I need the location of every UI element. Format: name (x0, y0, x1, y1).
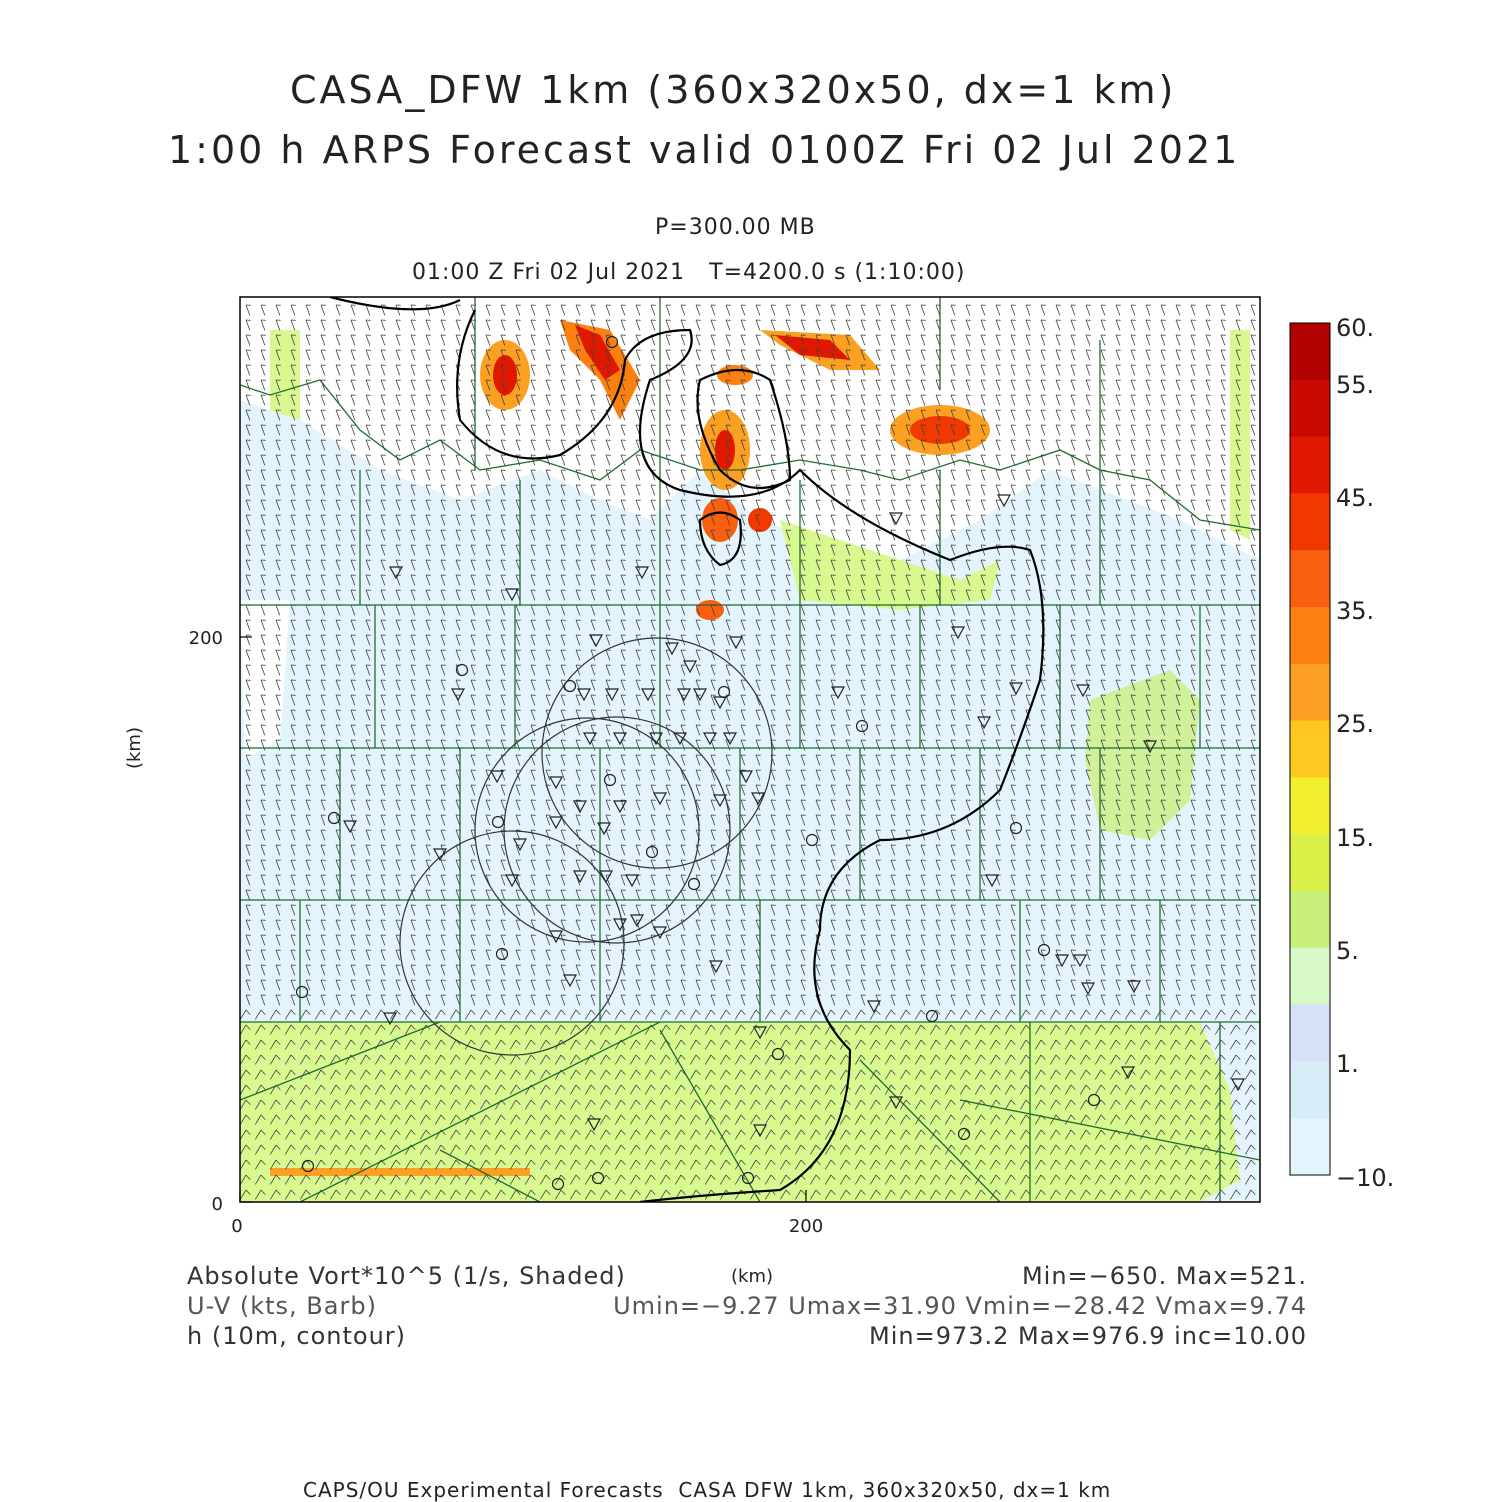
y-axis-label: (km) (124, 726, 145, 770)
colorbar-label: −10. (1336, 1164, 1395, 1192)
title-line-2: 1:00 h ARPS Forecast valid 0100Z Fri 02 Jul 2021 (168, 128, 1241, 172)
legend-field-barb: U-V (kts, Barb) (187, 1292, 377, 1320)
y-tick-0: 0 (211, 1194, 223, 1215)
contour-min-max: Min=973.2 Max=976.9 inc=10.00 (869, 1322, 1307, 1350)
colorbar-swatch (1290, 777, 1330, 834)
colorbar-swatch (1290, 891, 1330, 948)
colorbar-swatch (1290, 380, 1330, 437)
shaded-min-max: Min=−650. Max=521. (1021, 1262, 1307, 1290)
colorbar-swatch (1290, 721, 1330, 778)
colorbar-swatch (1290, 607, 1330, 664)
pressure-level: P=300.00 MB (655, 215, 816, 240)
colorbar-swatch (1290, 664, 1330, 721)
plot-area (240, 297, 1260, 1202)
colorbar-labels (1336, 314, 1394, 1192)
colorbar (1290, 323, 1330, 1176)
colorbar-swatch (1290, 1005, 1330, 1062)
colorbar-swatch (1290, 550, 1330, 607)
colorbar-label: 5. (1336, 937, 1359, 965)
colorbar-swatch (1290, 1118, 1330, 1175)
legend-field-shaded: Absolute Vort*10^5 (1/s, Shaded) (187, 1262, 626, 1290)
colorbar-swatch (1290, 323, 1330, 380)
x-axis-label: (km) (731, 1266, 774, 1287)
colorbar-swatch (1290, 437, 1330, 494)
colorbar-label: 60. (1336, 314, 1375, 342)
colorbar-label: 15. (1336, 824, 1375, 852)
colorbar-label: 35. (1336, 597, 1375, 625)
x-tick-200: 200 (788, 1216, 824, 1237)
colorbar-swatch (1290, 948, 1330, 1005)
x-tick-0: 0 (231, 1216, 243, 1237)
colorbar-label: 45. (1336, 484, 1375, 512)
colorbar-swatch (1290, 834, 1330, 891)
vorticity-band-nw (270, 330, 300, 420)
legend-field-contour: h (10m, contour) (187, 1322, 407, 1350)
footer-credit: CAPS/OU Experimental Forecasts CASA DFW 1km, 360x320x50, dx=1 km (303, 1478, 1112, 1502)
valid-time: 01:00 Z Fri 02 Jul 2021 T=4200.0 s (1:10:00) (412, 260, 966, 285)
colorbar-swatch (1290, 1061, 1330, 1118)
colorbar-swatch (1290, 493, 1330, 550)
colorbar-label: 1. (1336, 1050, 1359, 1078)
title-line-1: CASA_DFW 1km (360x320x50, dx=1 km) (290, 68, 1177, 112)
wind-min-max: Umin=−9.27 Umax=31.90 Vmin=−28.42 Vmax=9.74 (613, 1292, 1307, 1320)
colorbar-label: 25. (1336, 710, 1375, 738)
y-tick-200: 200 (188, 628, 223, 649)
colorbar-label: 55. (1336, 371, 1375, 399)
